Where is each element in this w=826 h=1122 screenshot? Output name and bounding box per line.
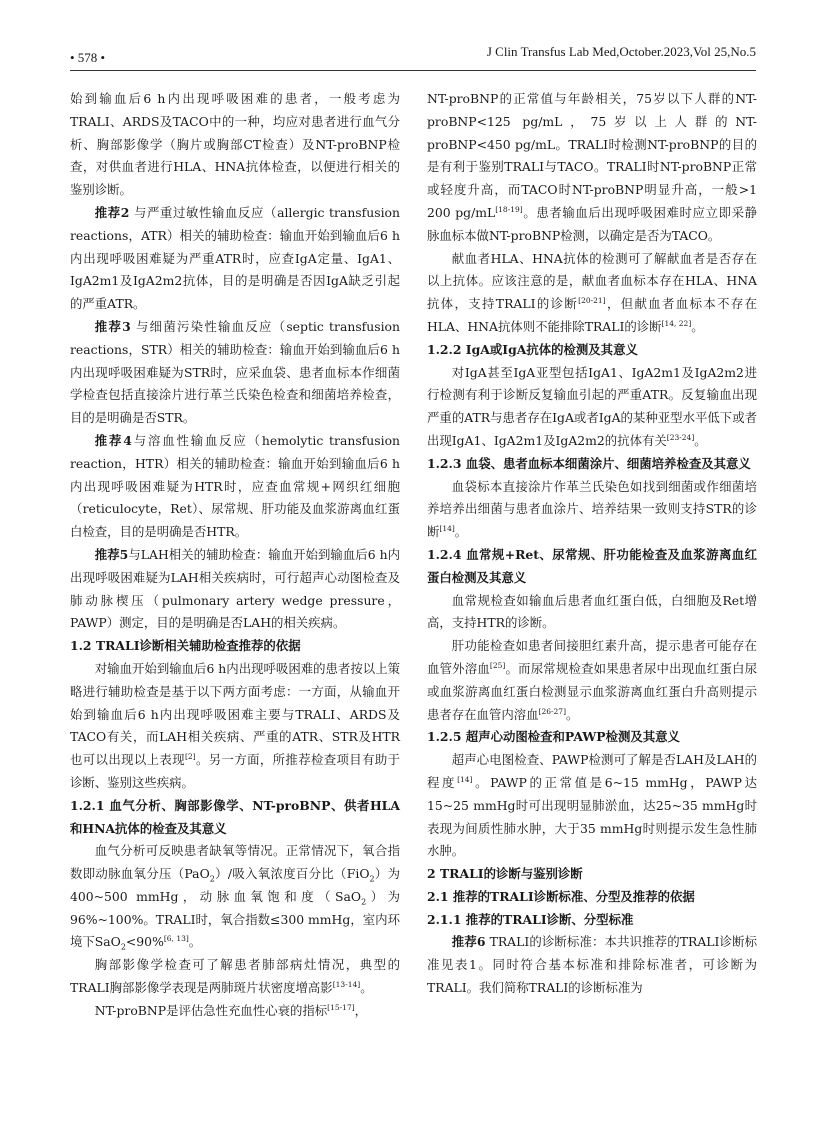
section-heading-1-2-2: 1.2.2 IgA或IgA抗体的检测及其意义 (427, 341, 638, 357)
paragraph-text: 。 (188, 934, 202, 950)
header-rule (70, 70, 756, 71)
paragraph (70, 840, 400, 954)
paragraph (70, 954, 400, 1000)
paragraph-text: ）为96%~100%。TRALI时，氧合指数≤300 mmHg，室内环境下SaO (70, 888, 401, 950)
paragraph-text: TRALI的诊断标准：本共识推荐的TRALI诊断标准见表1。同时符合基本标准和排除标准者，可诊断为TRALI。我们简称TRALI的诊断标准为 (427, 934, 757, 996)
page-header (70, 44, 756, 66)
section-heading-1-2-5: 1.2.5 超声心动图检查和PAWP检测及其意义 (427, 729, 680, 745)
paragraph-text: 。 (691, 318, 704, 334)
paragraph-text: 肝功能检查如患者间接胆红素升高，提示患者可能存在血管外溶血 (427, 638, 757, 676)
paragraph-text: NT-proBNP的正常值与年龄相关，75岁以下人群的NT- proBNP<125 pg/mL，75岁以上人群的NT-proBNP<450 pg/mL。TRALI时检测NT-proBNP的目的是有利于鉴别TRALI与TACO。TRALI时NT-proBNP正常或轻度升高，而TACO时NT-proBNP明显升高，一般>1 200 pg/mL (427, 91, 757, 220)
subscript: 2 (369, 874, 375, 884)
recommendation-5 (70, 544, 400, 635)
recommendation-label: 推荐4 (94, 432, 132, 448)
section-heading-2-1-1: 2.1.1 推荐的TRALI诊断、分型标准 (427, 911, 634, 927)
citation: [13-14] (332, 979, 361, 989)
paragraph-text: 对输血开始到输血后6 h内出现呼吸困难的患者按以上策略进行辅助检查是基于以下两方面考虑：一方面，从输血开始到输血后6 h内出现呼吸困难主要与TRALI、ARDS及TACO有关，而LAH相关疾病、严重的ATR、STR及HTR也可以出现以上表现 (70, 660, 400, 768)
paragraph-text: 与LAH相关的辅助检查：输血开始到输血后6 h内出现呼吸困难疑为LAH相关疾病时，可行超声心动图检查及肺动脉楔压（pulmonary artery wedge pressure，PAWP）测定，目的是明确是否LAH的相关疾病。 (70, 546, 400, 631)
paragraph-text: <90% (125, 934, 164, 950)
section-heading-1-2-4: 1.2.4 血常规+Ret、尿常规、肝功能检查及血浆游离血红蛋白检测及其意义 (427, 546, 757, 585)
paragraph-text: 献血者HLA、HNA抗体的检测可了解献血者是否存在以上抗体。应该注意的是，献血者血标本存在HLA、HNA抗体，支持TRALI的诊断 (427, 250, 757, 312)
recommendation-3 (70, 316, 400, 430)
recommendation-label: 推荐3 (94, 318, 131, 334)
citation: [2] (184, 751, 196, 761)
subscript: 2 (209, 874, 215, 884)
citation: [25] (489, 660, 506, 670)
citation: [6, 13] (163, 934, 189, 944)
citation: [18-19] (495, 204, 523, 214)
recommendation-label: 推荐6 (451, 934, 486, 950)
paragraph-text: 对IgA甚至IgA亚型包括IgA1、IgA2m1及IgA2m2进行检测有利于诊断反复输血引起的严重ATR。反复输血出现严重的ATR与患者存在IgA或者IgA的某种亚型水平低下或者出现IgA1、IgA2m1及IgA2m2的抗体有关 (427, 364, 757, 448)
citation: [14, 22] (661, 318, 692, 328)
recommendation-label: 推荐2 (94, 204, 130, 220)
paragraph-text: ）/吸入氧浓度百分比（FiO (214, 866, 370, 882)
paragraph-text: 。 (360, 980, 373, 996)
section-heading-1-2: 1.2 TRALI诊断相关辅助检查推荐的依据 (70, 638, 301, 654)
paragraph-text: 。 (454, 524, 468, 540)
paragraph-text: ）为400~500 mmHg，动脉血氧饱和度（SaO (70, 866, 401, 904)
paragraph (427, 635, 757, 726)
left-column (70, 88, 400, 1023)
recommendation-label: 推荐5 (94, 546, 129, 562)
paragraph (427, 248, 757, 339)
citation: [15-17] (327, 1002, 355, 1012)
paragraph-text: 。PAWP的正常值是6~15 mmHg，PAWP达15~25 mmHg时可出现明显肺淤血，达25~35 mmHg时表现为间质性肺水肿，大于35 mmHg时则提示发生急性肺水肿。 (427, 774, 758, 859)
paragraph-text: 与细菌污染性输血反应（septic transfusion reactions，STR）相关的辅助检查：输血开始到输血后6 h内出现呼吸困难疑为STR时，应采血袋、患者血标本作细菌学检查包括直接涂片进行革兰氏染色检查和细菌培养检查，目的是明确是否STR。 (70, 318, 401, 426)
citation: [20-21] (578, 296, 606, 306)
paragraph-text: 。 (694, 432, 707, 448)
paragraph-text: 。患者输血后出现呼吸困难时应立即采静脉血标本做NT-proBNP检测，以确定是否为TACO。 (427, 204, 757, 243)
section-heading-2: 2 TRALI的诊断与鉴别诊断 (427, 866, 583, 882)
subscript: 2 (361, 897, 367, 907)
journal-info: J Clin Transfus Lab Med,October.2023,Vol 25,No.5 (486, 44, 756, 59)
paragraph-text: ，但献血者血标本不存在HLA、HNA抗体则不能排除TRALI的诊断 (427, 296, 758, 334)
paragraph-text: 。而尿常规检查如果患者尿中出现血红蛋白尿或血浆游离血红蛋白检测显示血浆游离血红蛋白升高则提示患者存在血管内溶血 (427, 660, 758, 722)
paragraph-text: NT-proBNP是评估急性充血性心衰的指标 (94, 1002, 328, 1018)
paragraph-text: 血气分析可反映患者缺氧等情况。正常情况下，氧合指数即动脉血氧分压（PaO (70, 843, 400, 882)
paragraph (70, 1000, 400, 1023)
page-number: • 578 • (70, 50, 106, 65)
subscript: 2 (120, 942, 126, 952)
paragraph (427, 476, 757, 544)
paragraph-text: 胸部影像学检查可了解患者肺部病灶情况，典型的TRALI胸部影像学表现是两肺斑片状密度增高影 (70, 957, 400, 996)
section-heading-2-1: 2.1 推荐的TRALI诊断标准、分型及推荐的依据 (427, 888, 695, 904)
paragraph-text: 血袋标本直接涂片作革兰氏染色如找到细菌或作细菌培养培养出细菌与患者血涂片、培养结果一致则支持STR的诊断 (427, 478, 757, 540)
citation: [23-24] (666, 432, 695, 442)
paragraph-text: 。另一方面，所推荐检查项目有助于诊断、鉴别这些疾病。 (70, 752, 401, 790)
paragraph-text: 。 (566, 706, 579, 722)
paragraph (427, 362, 757, 453)
paragraph-text: 与溶血性输血反应（hemolytic transfusion reaction，HTR）相关的辅助检查：输血开始到输血后6 h内出现呼吸困难疑为HTR时，应查血常规+网织红细胞（reticulocyte，Ret）、尿常规、肝功能及血浆游离血红蛋白检查，目的是明确是否HTR。 (70, 432, 401, 540)
paragraph (70, 658, 400, 795)
paragraph (427, 749, 757, 863)
citation: [14] (457, 774, 473, 784)
citation: [26-27] (538, 706, 566, 716)
section-heading-1-2-1: 1.2.1 血气分析、胸部影像学、NT-proBNP、供者HLA和HNA抗体的检查及其意义 (70, 797, 400, 836)
paragraph-text: ， (354, 1002, 368, 1018)
citation: [14] (439, 524, 455, 534)
paragraph-text: 与严重过敏性输血反应（allergic transfusion reactions，ATR）相关的辅助检查：输血开始到输血后6 h内出现呼吸困难疑为严重ATR时，应查IgA定量、IgA1、IgA2m1及IgA2m2抗体，目的是明确是否因IgA缺乏引起的严重ATR。 (70, 204, 400, 312)
paragraph-text: 超声心电图检查、PAWP检测可了解是否LAH及LAH的程度 (427, 752, 757, 790)
recommendation-2 (70, 202, 400, 316)
paragraph: 始到输血后6 h内出现呼吸困难的患者，一般考虑为TRALI、ARDS及TACO中的一种，均应对患者进行血气分析、胸部影像学（胸片或胸部CT检查）及NT-proBNP检查，对供血者进行HLA、HNA抗体检查，以便进行相关的鉴别诊断。 (70, 91, 400, 198)
right-column (427, 88, 757, 1000)
paragraph: 血常规检查如输血后患者血红蛋白低，白细胞及Ret增高，支持HTR的诊断。 (427, 592, 757, 631)
section-heading-1-2-3: 1.2.3 血袋、患者血标本细菌涂片、细菌培养检查及其意义 (427, 455, 751, 471)
paragraph (427, 88, 757, 248)
recommendation-6 (427, 931, 757, 999)
recommendation-4 (70, 430, 400, 544)
